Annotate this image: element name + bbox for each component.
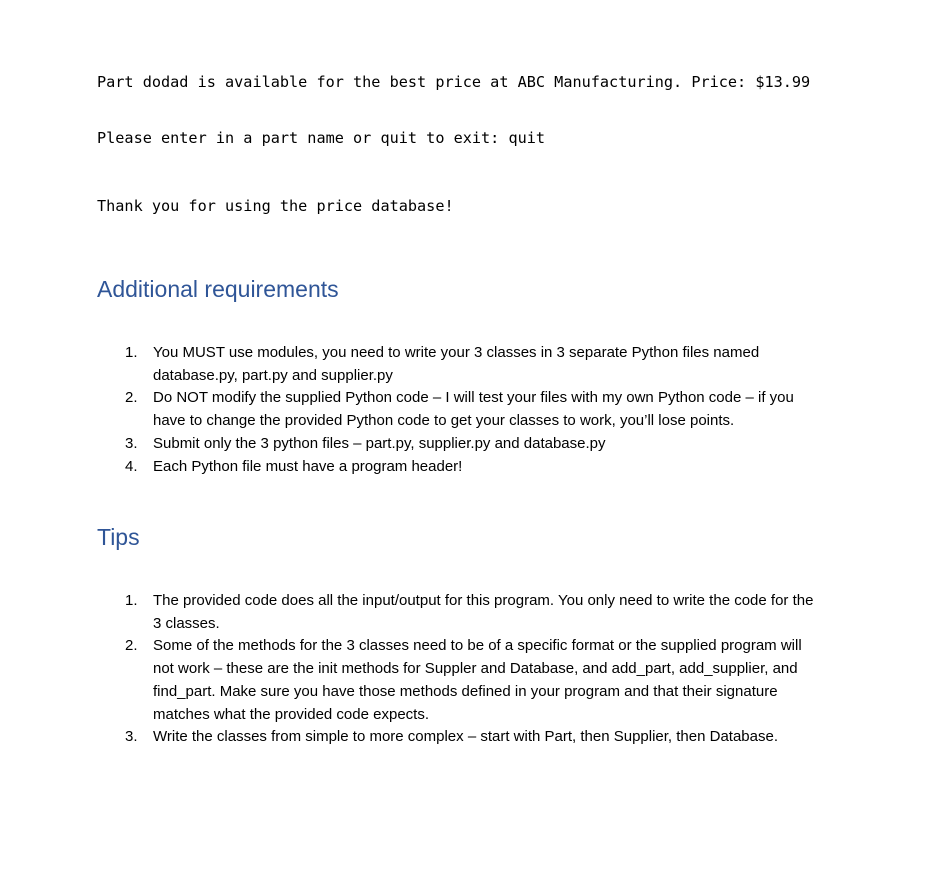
list-item — [0, 342, 823, 387]
list-item-text: You MUST use modules, you need to write your 3 classes in 3 separate Python files named database.py, part.py and supplier.py — [153, 344, 760, 384]
list-item-text: Some of the methods for the 3 classes need to be of a specific format or the supplied program will not work – these are the init methods for Suppler and Database, and add_part, add_supplier, and find_part. Make sure you have those methods defined in your program and that their signature matches what the provided code expects. — [153, 637, 802, 723]
list-item-text: Submit only the 3 python files – part.py, supplier.py and database.py — [153, 434, 606, 452]
list-item-number: 4. — [125, 457, 138, 475]
list-item-number: 1. — [125, 344, 138, 361]
list-item — [0, 433, 823, 456]
list-item — [0, 726, 823, 749]
list-item-text: Each Python file must have a program header! — [153, 457, 463, 475]
list-item — [0, 635, 823, 726]
list-item-number: 3. — [125, 728, 138, 746]
additional-requirements-heading: Additional requirements — [97, 276, 339, 302]
console-output-price-line: Part dodad is available for the best price at ABC Manufacturing. Price: $13.99 — [97, 73, 811, 91]
console-prompt-line: Please enter in a part name or quit to exit: quit — [97, 129, 546, 147]
list-item-text: Do NOT modify the supplied Python code – I will test your files with my own Python code – if you have to change the provided Python code to get your classes to work, you’ll lose points. — [153, 389, 794, 430]
list-item-number: 3. — [125, 434, 138, 452]
tips-heading: Tips — [97, 524, 140, 550]
list-item-number: 1. — [125, 592, 138, 609]
list-item — [0, 590, 823, 635]
tips-list — [0, 590, 823, 749]
list-item — [0, 456, 823, 479]
list-item-number: 2. — [125, 637, 138, 655]
list-item-text: Write the classes from simple to more complex – start with Part, then Supplier, then Database. — [153, 728, 778, 746]
console-thank-you-line: Thank you for using the price database! — [97, 197, 454, 215]
additional-requirements-list — [0, 342, 823, 478]
list-item — [0, 387, 823, 432]
list-item-text: The provided code does all the input/output for this program. You only need to write the code for the 3 classes. — [153, 592, 814, 632]
list-item-number: 2. — [125, 389, 138, 407]
